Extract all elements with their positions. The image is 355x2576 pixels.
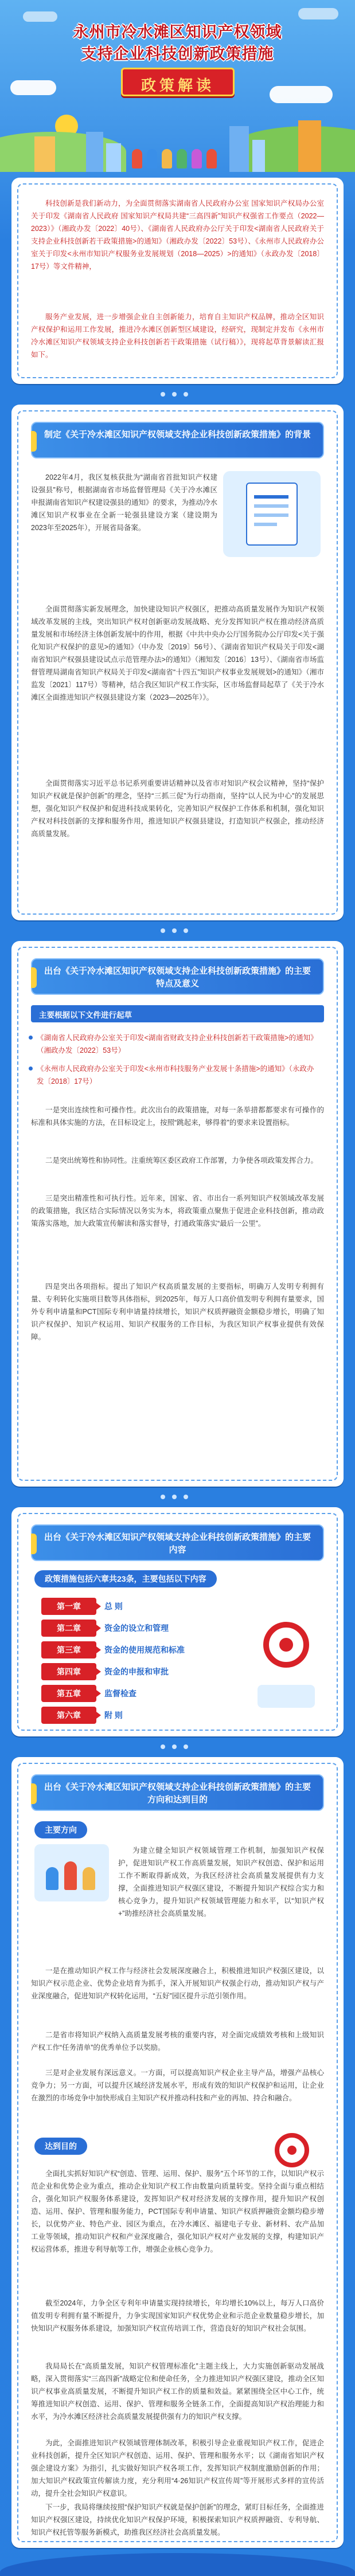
arrow-icon [96, 1625, 101, 1632]
intro-paragraph-1a: 科技创新是我们新动力，为全面贯彻落实湖南省人民政府办公室 国家知识产权局办公室关于印发《湖南省人民政府 国家知识产权局共建“三高四新”知识产权强省工作要点（2022—2023）》（湘政办发〔2022〕40号）、《湖南省人民政府办公厅关于印发<湖南省人民政府关于支持企业科技创新若干政策措施>的通知》（湘政办发〔2022〕53号）、《永州市人民政府办公室关于印发<永州市知识产权服务业发展规划（2018—2025）>的通知》（永政办发〔2018〕17号）等文件精神， [31, 199, 324, 270]
target-illustration [269, 2130, 321, 2170]
chapter-number: 第四章 [41, 1663, 96, 1680]
direction-paragraph-1: 为建立健全知识产权领域管理工作机制，加强知识产权保护，促进知识产权工作高质量发展，知识产权创造、保护和运用工作不断取得新成效，为我区经济社会高质量发展提供有力支撑，全面推进知识产权强区建设，不断提升知识产权综合实力和核心竞争力，提升知识产权领域管理能力和水平，以“知识产权+”助推经济社会高质量发展。 [118, 1846, 324, 1918]
header-tag-decoration [31, 1534, 37, 1554]
building-decoration [229, 126, 249, 172]
page-title-line2: 支持企业科技创新政策措施 [81, 45, 274, 63]
header [0, 0, 355, 172]
chapter-title: 资金的设立和管理 [104, 1624, 169, 1633]
person-figure [162, 149, 172, 168]
city-scene-illustration [0, 109, 355, 172]
direction-band: 主要方向 [34, 1821, 87, 1838]
features-section-card [11, 941, 344, 1487]
background-section-card [11, 405, 344, 920]
chapter-title: 附 则 [104, 1711, 123, 1720]
direction-paragraph-3: 二是省市将知识产权纳入高质量发展考核的重要内容，对全面完成绩效考核和上级知识产权工作“任务清单”的优秀单位予以奖励。 [31, 2031, 324, 2052]
basis-document-item: 《湖南省人民政府办公室关于印发<湖南省财政支持企业科技创新若干政策措施>的通知》（湘政办发〔2022〕53号） [37, 1032, 318, 1057]
chapter-row [41, 1685, 236, 1702]
chapter-row [41, 1598, 236, 1615]
background-paragraph-2: 全面贯彻落实新发展理念，加快建设知识产权强区，把推动高质量发展作为知识产权领域改革发展的主线，突出知识产权对创新驱动发展战略、充分发挥知识产权在推动经济高质量发展和市场经济主体创新发展中的作用，根据《中共中央办公厅国务院办公厅印发<关于强化知识产权保护的意见>的通知》（中办发〔2019〕56号）、《湖南省知识产权局关于印发<湖南省知识产权强县建设试点示范管理办法>的通知》（湘知发〔2016〕13号）、《湖南省市场监督管理局湖南省知识产权局关于印发<湖南省“十四五”知识产权事业发展规划>的通知》（湘市监发〔2021〕117号）等精神，结合我区知识产权工作实际，区市场监督局起草了《关于冷水滩区全面推进知识产权强县建设方案（2023—2025年）》。 [31, 605, 324, 701]
basis-band [31, 1005, 324, 1022]
arrow-icon [96, 1668, 101, 1675]
feature-paragraph-4: 四是突出各项指标。提出了知识产权高质量发展的主要指标，明确万人发明专利拥有量、专利转化实施项目数等具体指标，到2025年，每万人口高价值发明专利拥有量要求，国外专利申请量和PCT国际专利申请量持续增长，知识产权质押融资金额稳步增长，明确了知识产权保护、知识产权运用、知识产权服务的工作目标，为我区知识产权事业提供有效保障。 [31, 1283, 324, 1341]
bullet-icon [29, 1067, 33, 1071]
building-decoration [298, 120, 321, 172]
banner-text: 政策解读 [141, 77, 214, 95]
policy-banner [121, 68, 235, 96]
header-tag-decoration [31, 967, 37, 988]
chapter-row [41, 1707, 236, 1724]
footer-wave-decoration [0, 2553, 355, 2576]
intro-paragraph-1b: 服务产业发展，进一步增强企业自主创新能力，培育自主知识产权品牌，推动全区知识产权保护和运用工作发展，推进冷水滩区创新型区域建设，经研究，现制定并发布《永州市冷水滩区知识产权领域支持企业科技创新若干政策措施（试行稿）》，现将起草背景解读汇报如下。 [31, 313, 324, 359]
section-separator [0, 926, 355, 935]
section-header [31, 958, 324, 995]
bullet-icon [29, 1036, 33, 1040]
direction-section-card [11, 1757, 344, 2548]
building-decoration [86, 132, 103, 172]
chapter-title: 资金的申报和审批 [104, 1667, 169, 1676]
chapter-row [41, 1620, 236, 1637]
background-paragraph-1: 2022年4月，我区复核获批为“湖南省首批知识产权建设强县”称号，根据湖南省市场监督管理局《关于冷水滩区申报湖南省知识产权建设强县的通知》的要求，为推动冷水滩区知识产权事业在全新一轮强县建设方案（建设期为2023年至2025年），开展省局备案。 [31, 473, 218, 532]
arrow-icon [96, 1646, 101, 1653]
header-tag-decoration [31, 1783, 37, 1804]
arrow-icon [96, 1603, 101, 1610]
cloud-decoration [298, 8, 338, 19]
direction-paragraph-2: 一是在推动知识产权工作与经济社会发展深度融合上，积极推进知识产权强区建设，以知识产权示范企业、优势企业培育为抓手，深入开展知识产权强企行动，推动知识产权与产业深度融合，促进知识产权转化运用，“五好”园区提升示范引领作用。 [31, 1967, 324, 2000]
content-section-card [11, 1507, 344, 1736]
person-figure [132, 149, 142, 168]
section-separator [0, 390, 355, 399]
section-separator [0, 1742, 355, 1751]
basis-document-item: 《永州市人民政府办公室关于印发<永州市科技服务产业发展十条措施>的通知》（永政办发〔2018〕17号） [37, 1062, 318, 1088]
chapter-title: 资金的使用规范和标准 [104, 1645, 185, 1654]
goal-paragraph-5: 下一步，我局将继续按照“保护知识产权就是保护创新”的理念，紧盯目标任务，全面推进知识产权强区建设，持续优化知识产权保护环境，积极探索知识产权质押融资、专利导航、知识产权托管等服务新模式，助推我区经济社会高质量发展。 [31, 2503, 324, 2536]
feature-paragraph-3: 三是突出精准性和可执行性。近年来，国家、省、市出台一系列知识产权领域改革发展的政策措施，我区结合实际情况以务实为本，将政策重点聚焦于促进企业科技创新，推动政策落实落地，加大政策宣传解读和落实督导，打通政策落实“最后一公里”。 [31, 1194, 324, 1228]
section-header [31, 1774, 324, 1811]
arrow-target-illustration [252, 1605, 321, 1719]
section-title: 出台《关于冷水滩区知识产权领域支持企业科技创新政策措施》的主要特点及意义 [44, 966, 311, 989]
section-header [31, 1524, 324, 1561]
person-figure [206, 149, 217, 168]
chapter-summary-pill: 政策措施包括六章共23条，主要包括以下内容 [34, 1570, 217, 1587]
person-figure [177, 149, 187, 168]
building-decoration [34, 136, 55, 172]
intro-card [11, 178, 344, 384]
goal-paragraph-2: 截至2024年，力争全区专利年申请量实现持续增长，年均增长10%以上，每万人口高价值发明专利拥有量不断提升，力争实现国家知识产权优势企业和示范企业数量稳步增长，加快知识产权服务体系建设，加强知识产权宣传培训工作，营造良好的知识产权社会氛围。 [31, 2299, 324, 2332]
chapter-number: 第五章 [41, 1685, 96, 1702]
building-decoration [252, 140, 265, 172]
page-title-line1: 永州市冷水滩区知识产权领域 [73, 23, 282, 41]
person-figure [192, 149, 202, 168]
header-tag-decoration [31, 431, 37, 452]
chapter-number: 第三章 [41, 1641, 96, 1658]
cloud-decoration [10, 80, 56, 95]
arrow-icon [96, 1690, 101, 1697]
team-illustration [34, 1844, 109, 1901]
section-title: 制定《关于冷水滩区知识产权领域支持企业科技创新政策措施》的背景 [44, 430, 311, 440]
arrow-icon [96, 1712, 101, 1719]
section-separator [0, 1492, 355, 1501]
goal-paragraph-3: 我局局长在“高质量发展，知识产权管理标准化”主题主线上，大力实施创新驱动发展战略，深入贯彻落实“三高四新”战略定位和使命任务，全力推进知识产权强区建设，推动全区知识产权事业高质量发展，不断提升知识产权工作的质量和效益。紧紧围绕全区中心工作，统筹推进知识产权创造、运用、保护、管理和服务全链条工作，全面提高知识产权治理能力和水平，为冷水滩区经济社会高质量发展提供强有力的知识产权支撑。 [31, 2362, 324, 2421]
goal-paragraph-4: 为此，全面推进知识产权领域管理体制改革，积极引导企业重视知识产权工作，促进企业科技创新，提升全区知识产权创造、运用、保护、管理和服务水平；以《湖南省知识产权强企建设方案》为指引，扎实做好知识产权各项工作，发挥知识产权制度激励创新的作用；加大知识产权政策宣传解读力度，充分利用“4·26知识产权宣传周”等开展形式多样的宣传活动，提升全社会知识产权意识。 [31, 2439, 324, 2497]
feature-paragraph-1: 一是突出连续性和可操作性。此次出台的政策措施，对每一条举措都都要求有可操作的标准和具体实施的方法，在目标设定上，按照“跳起来，够得着”的要求来设置指标。 [31, 1106, 324, 1127]
building-decoration [106, 143, 121, 172]
chapter-title: 监督检查 [104, 1689, 136, 1698]
feature-paragraph-2: 二是突出统筹性和协同性。注重统筹区委区政府工作部署，力争使各项政策发挥合力。 [45, 1156, 318, 1165]
section-title: 出台《关于冷水滩区知识产权领域支持企业科技创新政策措施》的主要方向和达到目的 [44, 1782, 311, 1805]
background-paragraph-3: 全面贯彻落实习近平总书记系列重要讲话精神以及省市对知识产权会议精神，坚持“保护知识产权就是保护创新”的理念，坚持“三抓三促”为行动指南，坚持“以人民为中心”的发展思想，强化知识产权保护和促进科技成果转化，完善知识产权保护工作体系和机制，强化知识产权对科技创新的支撑和服务作用，推进知识产权强县建设，打造知识产权强企，推动经济高质量发展。 [31, 779, 324, 838]
section-header [31, 422, 324, 458]
section-title: 出台《关于冷水滩区知识产权领域支持企业科技创新政策措施》的主要内容 [44, 1532, 311, 1555]
direction-paragraph-4: 三是对企业发展有深远意义。一方面，可以提高知识产权企业主导产品，增强产品核心竞争力；另一方面，可以提升区域经济发展水平，形成有效的知识产权保护和运用，让企业在激烈的市场竞争中加快形成自主知识产权并推动科技和产业的再加、持合和融合。 [31, 2069, 324, 2102]
chapter-number: 第一章 [41, 1598, 96, 1615]
basis-band-text: 主要根据以下文件进行起草 [39, 1011, 132, 1020]
chapter-row [41, 1663, 236, 1680]
chapter-number: 第六章 [41, 1707, 96, 1724]
report-illustration [223, 471, 321, 557]
cloud-decoration [270, 86, 333, 103]
goal-paragraph-1: 全面扎实抓好知识产权“创造、管理、运用、保护、服务”五个环节的工作，以知识产权示范企业和优势企业为重点，推动企业知识产权工作由数量向质量转变。坚持全面与重点相结合，强化知识产权服务体系建设，发挥知识产权对经济发展的支撑作用，提升知识产权创造、运用、保护、管理和服务能力，PCT国际专利申请量、知识产权质押融资金额均稳步增长，以优势产业、特色产业、园区为重点，在冷水滩区、福建电子专业、新材料、农产品加工业等领域，推动知识产权和产业深度融合，强化知识产权对产业发展的支撑，构建知识产权运营体系，推进专利导航等工作，增强企业核心竞争力。 [31, 2170, 324, 2253]
chapter-title: 总 则 [104, 1602, 123, 1611]
goal-band: 达到目的 [34, 2138, 87, 2155]
chapter-row [41, 1641, 236, 1658]
person-figure [147, 149, 157, 168]
chapter-number: 第二章 [41, 1620, 96, 1637]
